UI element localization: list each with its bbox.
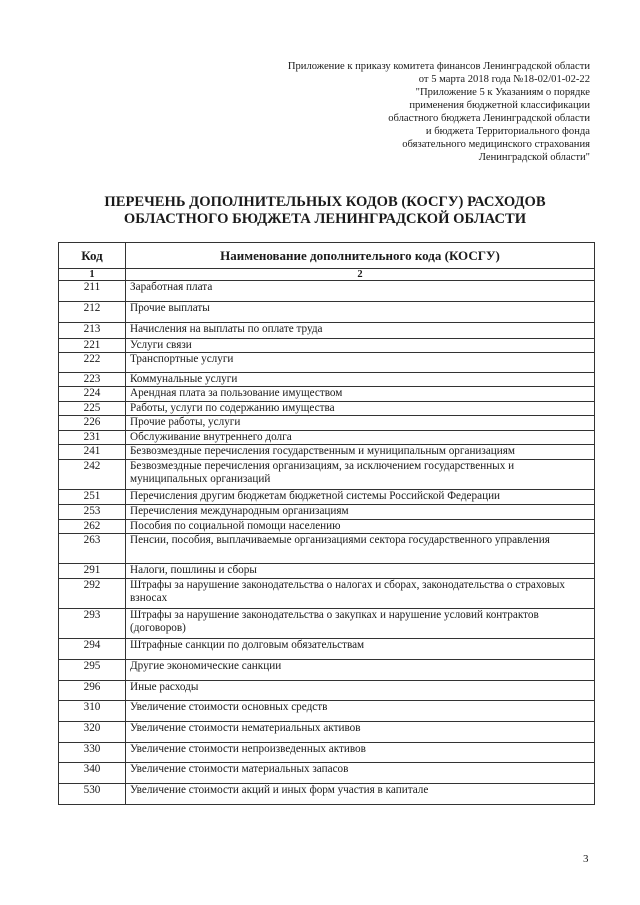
kosgu-name: Коммунальные услуги (126, 373, 595, 387)
kosgu-code: 222 (59, 353, 126, 373)
table-row (59, 660, 595, 681)
header-line: обязательного медицинского страхования (402, 139, 590, 150)
kosgu-name: Пенсии, пособия, выплачиваемые организациями сектора государственного управления (126, 534, 595, 564)
table-row (59, 387, 595, 402)
kosgu-code: 310 (59, 701, 126, 722)
kosgu-name: Штрафы за нарушение законодательства о налогах и сборах, законодательства о страховых взносах (126, 579, 595, 609)
table-row (59, 460, 595, 490)
kosgu-code: 225 (59, 402, 126, 416)
kosgu-name: Штрафы за нарушение законодательства о закупках и нарушение условий контрактов (договоров) (126, 609, 595, 639)
header-line: применения бюджетной классификации (409, 100, 590, 111)
page-number: 3 (583, 853, 589, 865)
table-row (59, 701, 595, 722)
kosgu-code: 226 (59, 416, 126, 431)
kosgu-name: Заработная плата (126, 281, 595, 302)
kosgu-code: 251 (59, 490, 126, 505)
kosgu-code: 293 (59, 609, 126, 639)
column-number: 2 (126, 269, 595, 281)
kosgu-name: Транспортные услуги (126, 353, 595, 373)
table-row (59, 416, 595, 431)
kosgu-code: 530 (59, 784, 126, 805)
table-row (59, 445, 595, 460)
kosgu-code: 262 (59, 520, 126, 534)
table-row (59, 431, 595, 445)
kosgu-code: 340 (59, 763, 126, 784)
kosgu-name: Увеличение стоимости материальных запасов (126, 763, 595, 784)
kosgu-name: Прочие выплаты (126, 302, 595, 323)
kosgu-code: 212 (59, 302, 126, 323)
kosgu-name: Штрафные санкции по долговым обязательствам (126, 639, 595, 660)
name-column-header: Наименование дополнительного кода (КОСГУ) (126, 243, 595, 269)
kosgu-name: Безвозмездные перечисления государственным и муниципальным организациям (126, 445, 595, 460)
table-row (59, 722, 595, 743)
table-row (59, 490, 595, 505)
kosgu-name: Обслуживание внутреннего долга (126, 431, 595, 445)
table-row (59, 302, 595, 323)
kosgu-code: 224 (59, 387, 126, 402)
kosgu-code: 242 (59, 460, 126, 490)
table-row (59, 373, 595, 387)
table-row (59, 353, 595, 373)
kosgu-code: 223 (59, 373, 126, 387)
kosgu-code: 295 (59, 660, 126, 681)
table-row (59, 339, 595, 353)
table-row (59, 743, 595, 763)
column-number: 1 (59, 269, 126, 281)
table-row (59, 784, 595, 805)
table-header-row (59, 243, 595, 269)
kosgu-code: 292 (59, 579, 126, 609)
kosgu-code: 253 (59, 505, 126, 520)
kosgu-name: Перечисления международным организациям (126, 505, 595, 520)
table-row (59, 579, 595, 609)
header-line: и бюджета Территориального фонда (425, 126, 590, 137)
table-row (59, 534, 595, 564)
header-line: от 5 марта 2018 года №18-02/01-02-22 (418, 74, 590, 85)
header-line: Приложение к приказу комитета финансов Ленинградской области (287, 61, 590, 72)
kosgu-code: 241 (59, 445, 126, 460)
kosgu-name: Увеличение стоимости непроизведенных активов (126, 743, 595, 763)
appendix-header (210, 60, 590, 164)
kosgu-code: 211 (59, 281, 126, 302)
kosgu-code: 231 (59, 431, 126, 445)
table-row (59, 323, 595, 339)
kosgu-code: 221 (59, 339, 126, 353)
kosgu-name: Прочие работы, услуги (126, 416, 595, 431)
header-line: областного бюджета Ленинградской области (388, 113, 590, 124)
kosgu-name: Перечисления другим бюджетам бюджетной системы Российской Федерации (126, 490, 595, 505)
table-row (59, 505, 595, 520)
kosgu-code: 263 (59, 534, 126, 564)
title-line: ОБЛАСТНОГО БЮДЖЕТА ЛЕНИНГРАДСКОЙ ОБЛАСТИ (123, 211, 527, 227)
column-number-row (59, 269, 595, 281)
kosgu-name: Увеличение стоимости нематериальных активов (126, 722, 595, 743)
kosgu-code: 291 (59, 564, 126, 579)
table-row (59, 564, 595, 579)
table-row (59, 402, 595, 416)
kosgu-code: 213 (59, 323, 126, 339)
kosgu-name: Безвозмездные перечисления организациям, за исключением государственных и муниципальных организаций (126, 460, 595, 490)
table-row (59, 609, 595, 639)
kosgu-name: Арендная плата за пользование имуществом (126, 387, 595, 402)
header-line: Ленинградской области" (478, 152, 590, 163)
kosgu-name: Увеличение стоимости основных средств (126, 701, 595, 722)
kosgu-name: Услуги связи (126, 339, 595, 353)
title-line: ПЕРЕЧЕНЬ ДОПОЛНИТЕЛЬНЫХ КОДОВ (КОСГУ) РАСХОДОВ (104, 194, 546, 210)
kosgu-name: Налоги, пошлины и сборы (126, 564, 595, 579)
kosgu-name: Работы, услуги по содержанию имущества (126, 402, 595, 416)
header-line: "Приложение 5 к Указаниям о порядке (415, 87, 590, 98)
table-row (59, 520, 595, 534)
table-row (59, 639, 595, 660)
kosgu-code: 320 (59, 722, 126, 743)
kosgu-name: Начисления на выплаты по оплате труда (126, 323, 595, 339)
table-row (59, 681, 595, 701)
kosgu-name: Иные расходы (126, 681, 595, 701)
code-column-header: Код (59, 243, 126, 269)
kosgu-codes-table (58, 242, 595, 805)
kosgu-name: Пособия по социальной помощи населению (126, 520, 595, 534)
table-row (59, 281, 595, 302)
kosgu-name: Увеличение стоимости акций и иных форм участия в капитале (126, 784, 595, 805)
kosgu-code: 294 (59, 639, 126, 660)
kosgu-name: Другие экономические санкции (126, 660, 595, 681)
document-title (60, 194, 590, 228)
table-row (59, 763, 595, 784)
kosgu-code: 296 (59, 681, 126, 701)
kosgu-code: 330 (59, 743, 126, 763)
